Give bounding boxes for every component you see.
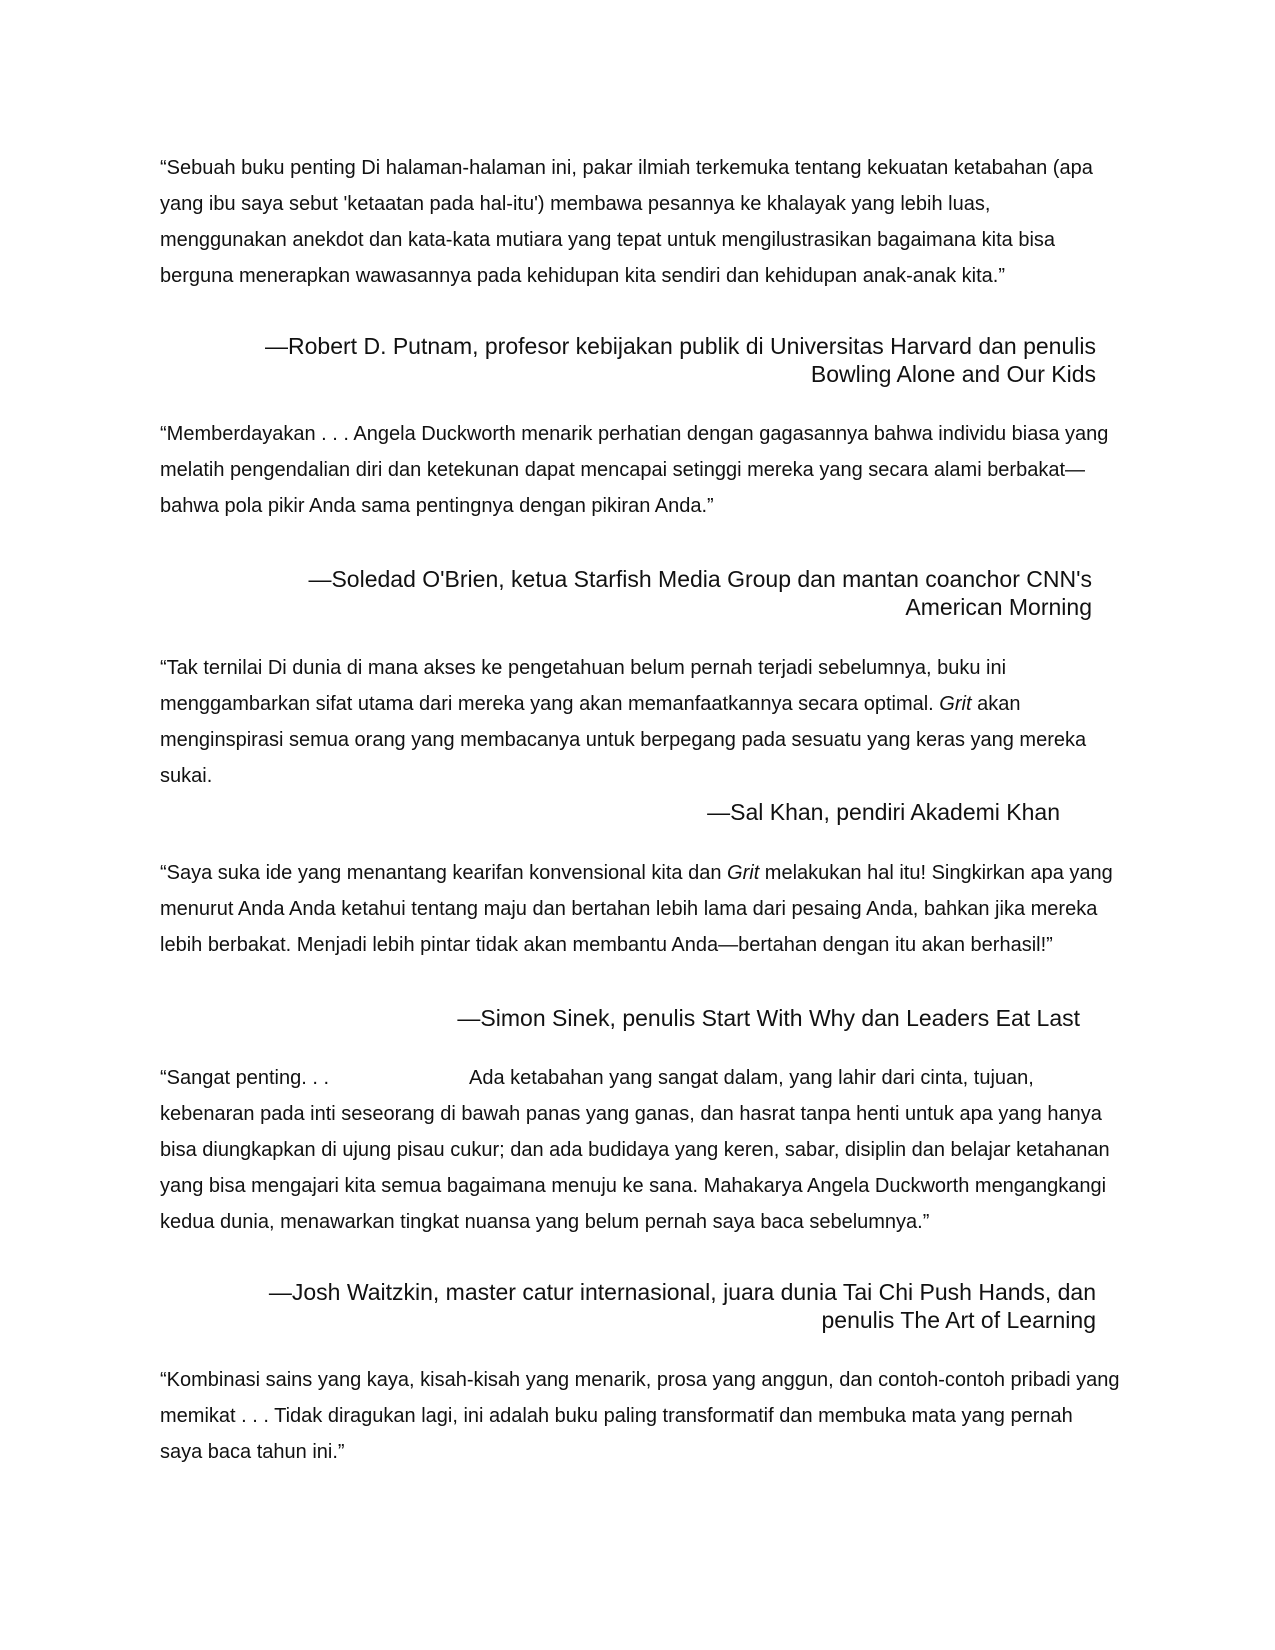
- endorsement-quote-putnam: “Sebuah buku penting Di halaman-halaman ini, pakar ilmiah terkemuka tentang kekuatan ketabahan (apa yang ibu saya sebut 'ketaatan pada hal-itu') membawa pesannya ke khalayak yang lebih luas, menggunakan anekdot dan kata-kata mutiara yang tepat untuk mengilustrasikan bagaimana kita bisa berguna menerapkan wawasannya pada kehidupan kita sendiri dan kehidupan anak-anak kita.”: [160, 157, 1093, 287]
- endorsement-quote-waitzkin: [160, 1060, 1120, 1240]
- book-title-grit: Grit: [939, 693, 972, 715]
- attribution-waitzkin-line2: penulis The Art of Learning: [821, 1307, 1096, 1333]
- endorsement-quote-obrien: “Memberdayakan . . . Angela Duckworth menarik perhatian dengan gagasannya bahwa individu biasa yang melatih pengendalian diri dan ketekunan dapat mencapai setinggi mereka yang secara alami berbakat—bahwa pola pikir Anda sama pentingnya dengan pikiran Anda.”: [160, 423, 1109, 517]
- attribution-sinek: [180, 1004, 1080, 1032]
- quote-khan-part2: akan menginspirasi semua orang yang membacanya untuk berpegang pada sesuatu yang keras yang mereka sukai.: [160, 693, 1087, 787]
- endorsement-quote-khan: [160, 650, 1120, 794]
- attribution-khan-line1: —Sal Khan, pendiri Akademi Khan: [707, 799, 1060, 825]
- endorsement-quote-final: “Kombinasi sains yang kaya, kisah-kisah yang menarik, prosa yang anggun, dan contoh-contoh pribadi yang memikat . . . Tidak diragukan lagi, ini adalah buku paling transformatif dan membuka mata yang pernah saya baca tahun ini.”: [160, 1369, 1120, 1463]
- quote-sinek-part1: “Saya suka ide yang menantang kearifan konvensional kita dan: [160, 862, 728, 884]
- book-title-grit: Grit: [727, 862, 760, 884]
- quote-waitzkin-start: “Sangat penting. . .: [160, 1067, 330, 1089]
- attribution-obrien-line2: American Morning: [905, 594, 1092, 620]
- attribution-khan: [160, 798, 1060, 826]
- attribution-waitzkin-line1: —Josh Waitzkin, master catur internasional, juara dunia Tai Chi Push Hands, dan: [268, 1279, 1096, 1305]
- quote-khan-part1: “Tak ternilai Di dunia di mana akses ke pengetahuan belum pernah terjadi sebelumnya, buku ini menggambarkan sifat utama dari mereka yang akan memanfaatkannya secara optimal.: [160, 657, 1007, 715]
- attribution-sinek-line1: —Simon Sinek, penulis Start With Why dan Leaders Eat Last: [457, 1005, 1080, 1031]
- attribution-waitzkin: [196, 1278, 1096, 1334]
- attribution-putnam-line2: Bowling Alone and Our Kids: [810, 361, 1096, 387]
- quote-sinek-part2: melakukan hal itu! Singkirkan apa yang menurut Anda Anda ketahui tentang maju dan bertahan lebih lama dari pesaing Anda, bahkan jika mereka lebih berbakat. Menjadi lebih pintar tidak akan membantu Anda—bertahan dengan itu akan berhasil!”: [160, 862, 1113, 956]
- endorsement-quote-sinek: [160, 855, 1120, 963]
- attribution-putnam: [196, 332, 1096, 388]
- attribution-putnam-line1: —Robert D. Putnam, profesor kebijakan publik di Universitas Harvard dan penulis: [265, 333, 1096, 359]
- quote-waitzkin-rest: Ada ketabahan yang sangat dalam, yang lahir dari cinta, tujuan, kebenaran pada inti seseorang di bawah panas yang ganas, dan hasrat tanpa henti untuk apa yang hanya bisa diungkapkan di ujung pisau cukur; dan ada budidaya yang keren, sabar, disiplin dan belajar ketahanan yang bisa mengajari kita semua bagaimana menuju ke sana. Mahakarya Angela Duckworth mengangkangi kedua dunia, menawarkan tingkat nuansa yang belum pernah saya baca sebelumnya.”: [160, 1067, 1110, 1233]
- attribution-obrien-line1: —Soledad O'Brien, ketua Starfish Media Group dan mantan coanchor CNN's: [308, 566, 1092, 592]
- attribution-obrien: [192, 565, 1092, 621]
